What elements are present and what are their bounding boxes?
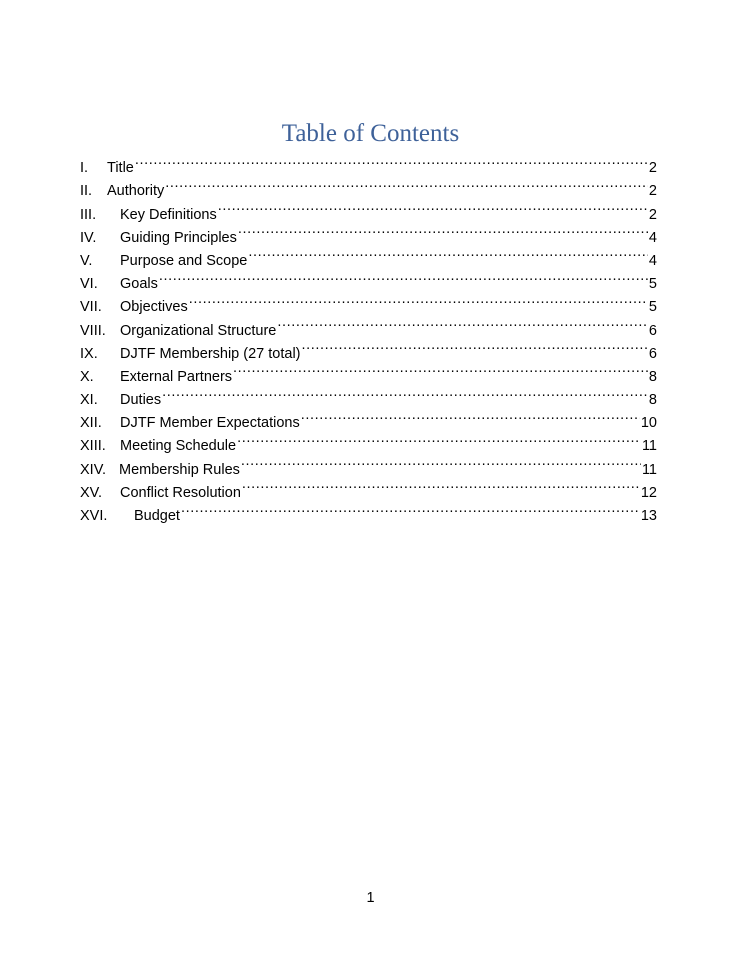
toc-dot-leader <box>277 311 648 334</box>
toc-entry-label: Conflict Resolution <box>120 482 241 505</box>
toc-entry-guiding-principles[interactable] <box>80 219 657 246</box>
toc-dot-leader <box>238 219 648 242</box>
toc-entry-membership-rules[interactable] <box>80 450 657 478</box>
toc-entry-djtf-membership[interactable] <box>80 335 657 362</box>
toc-entry-number: X. <box>80 368 94 385</box>
toc-list <box>80 149 657 524</box>
toc-entry-meeting-schedule[interactable] <box>80 427 657 455</box>
toc-entry-label: Duties <box>120 389 161 412</box>
toc-dot-leader <box>218 195 648 218</box>
toc-entry-page: 8 <box>648 368 657 385</box>
toc-dot-leader <box>302 335 648 358</box>
toc-entry-page: 11 <box>641 461 657 478</box>
toc-entry-number: V. <box>80 252 93 269</box>
toc-entry-label: External Partners <box>120 366 232 389</box>
toc-entry-page: 8 <box>648 392 657 409</box>
toc-entry-page: 2 <box>648 160 657 177</box>
toc-entry-goals[interactable] <box>80 265 657 293</box>
toc-dot-leader <box>181 497 640 520</box>
toc-entry-page: 5 <box>648 276 657 293</box>
page-number: 1 <box>366 890 375 906</box>
toc-entry-organizational-structure[interactable] <box>80 311 657 339</box>
toc-entry-label: Authority <box>107 180 164 203</box>
toc-entry-external-partners[interactable] <box>80 358 657 385</box>
toc-entry-number: XII. <box>80 415 102 432</box>
toc-entry-number: XI. <box>80 392 98 409</box>
toc-entry-number: IV. <box>80 229 97 246</box>
toc-entry-page: 5 <box>648 299 657 316</box>
toc-entry-number: VIII. <box>80 322 106 339</box>
toc-entry-page: 12 <box>640 484 657 501</box>
toc-dot-leader <box>248 242 648 265</box>
toc-dot-leader <box>242 474 640 497</box>
toc-dot-leader <box>159 265 648 288</box>
toc-entry-purpose-and-scope[interactable] <box>80 242 657 269</box>
toc-dot-leader <box>135 149 648 172</box>
toc-entry-objectives[interactable] <box>80 288 657 316</box>
toc-dot-leader <box>165 172 648 195</box>
toc-dot-leader <box>301 404 640 427</box>
toc-entry-title[interactable] <box>80 149 657 177</box>
toc-entry-conflict-resolution[interactable] <box>80 474 657 501</box>
toc-entry-page: 2 <box>648 183 657 200</box>
toc-entry-number: XIII. <box>80 438 106 455</box>
toc-entry-label: Purpose and Scope <box>120 250 247 273</box>
toc-entry-label: Meeting Schedule <box>120 435 236 458</box>
toc-entry-key-definitions[interactable] <box>80 195 657 223</box>
toc-entry-budget[interactable] <box>80 497 657 524</box>
toc-dot-leader <box>237 427 641 450</box>
toc-entry-number: XIV. <box>80 461 107 478</box>
toc-entry-label: DJTF Member Expectations <box>120 412 300 435</box>
toc-dot-leader <box>233 358 648 381</box>
toc-entry-page: 6 <box>648 345 657 362</box>
toc-entry-number: IX. <box>80 345 98 362</box>
toc-entry-number: VII. <box>80 299 102 316</box>
toc-entry-number: VI. <box>80 276 98 293</box>
toc-entry-page: 4 <box>648 229 657 246</box>
toc-entry-page: 4 <box>648 252 657 269</box>
toc-entry-label: Organizational Structure <box>120 320 276 343</box>
toc-entry-number: II. <box>80 183 93 200</box>
toc-entry-label: DJTF Membership (27 total) <box>120 343 301 366</box>
toc-dot-leader <box>241 450 641 473</box>
toc-entry-label: Goals <box>120 273 158 296</box>
toc-entry-djtf-member-expectations[interactable] <box>80 404 657 432</box>
toc-entry-page: 6 <box>648 322 657 339</box>
toc-entry-page: 10 <box>640 415 657 432</box>
toc-entry-page: 13 <box>640 508 657 524</box>
toc-entry-number: I. <box>80 160 89 177</box>
toc-entry-label: Key Definitions <box>120 204 217 227</box>
toc-entry-duties[interactable] <box>80 381 657 409</box>
toc-entry-number: III. <box>80 206 97 223</box>
toc-entry-label: Guiding Principles <box>120 227 237 250</box>
toc-entry-page: 2 <box>648 206 657 223</box>
toc-dot-leader <box>162 381 648 404</box>
toc-entry-label: Objectives <box>120 296 188 319</box>
toc-entry-authority[interactable] <box>80 172 657 200</box>
toc-entry-number: XVI. <box>80 508 108 524</box>
toc-entry-page: 11 <box>641 438 657 455</box>
toc-entry-label: Title <box>107 157 134 180</box>
toc-dot-leader <box>189 288 648 311</box>
toc-title: Table of Contents <box>281 120 460 147</box>
toc-entry-number: XV. <box>80 484 103 501</box>
toc-entry-label: Membership Rules <box>119 459 240 482</box>
toc-entry-label: Budget <box>134 505 180 528</box>
